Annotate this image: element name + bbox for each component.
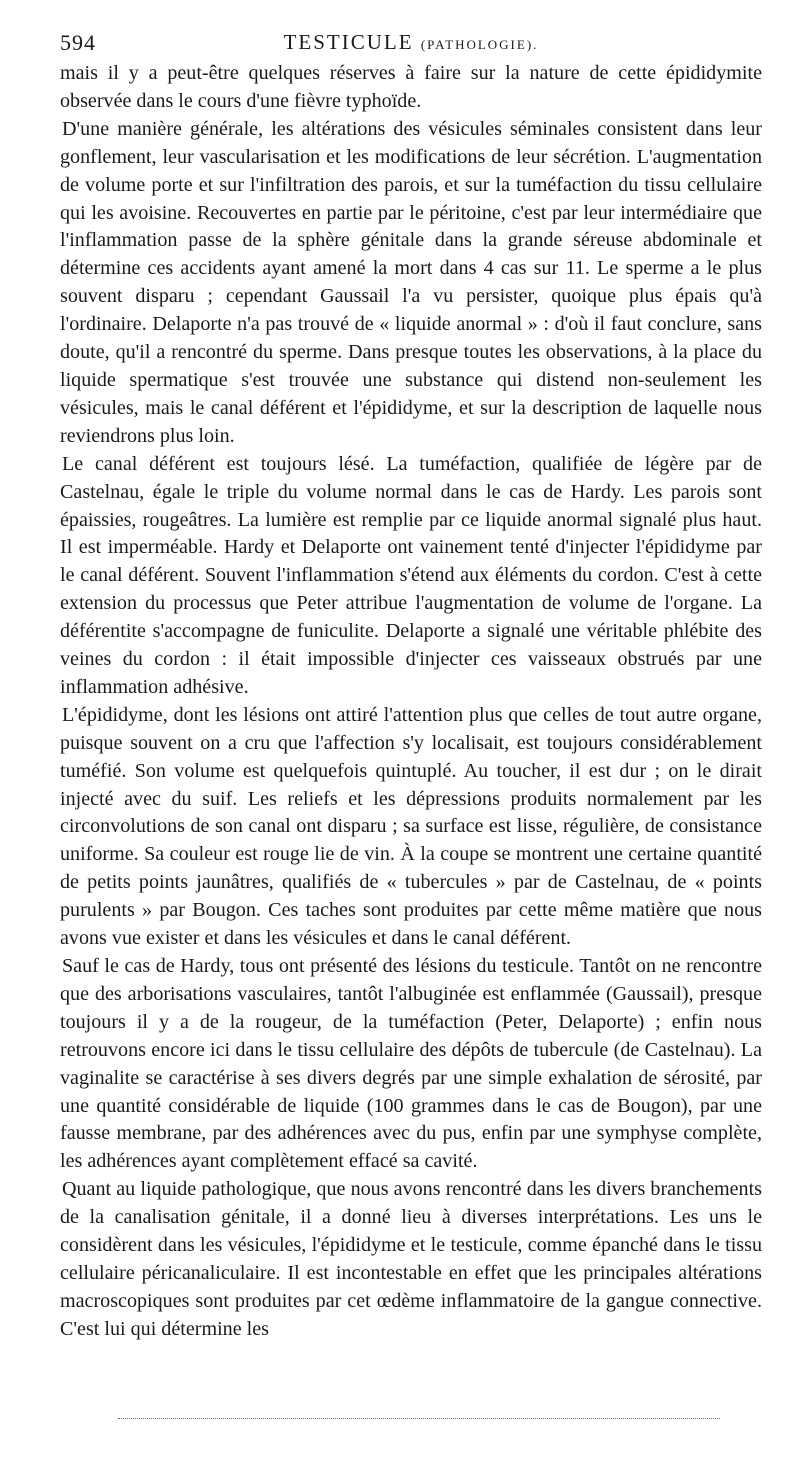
page-number: 594 <box>60 30 96 55</box>
paragraph: Le canal déférent est toujours lésé. La tuméfaction, qualifiée de légère par de Castelnau, égale le triple du volume normal dans le cas de Hardy. Les parois sont épaissies, rougeâtres. La lumière est remplie par ce liquide anormal signalé plus haut. Il est imperméable. Hardy et Delaporte ont vainement tenté d'injecter l'épididyme par le canal déférent. Souvent l'inflammation s'étend aux éléments du cordon. C'est à cette extension du processus que Peter attribue l'augmentation de volume de l'organe. La déférentite s'accompagne de funiculite. Delaporte a signalé une véritable phlébite des veines du cordon : il était impossible d'injecter ces vaisseaux obstrués par une inflammation adhésive. <box>60 452 762 698</box>
paragraph: Quant au liquide pathologique, que nous avons rencontré dans les divers branchements de la canalisation génitale, il a donné lieu à diverses interprétations. Les uns le considèrent dans les vésicules, l'épididyme et le testicule, comme épanché dans le tissu cellulaire péricanaliculaire. Il est incontestable en effet que les principales altérations macroscopiques sont produites par cet œdème inflammatoire de la gangue connective. C'est lui qui détermine les <box>60 1178 762 1340</box>
running-title <box>60 30 762 55</box>
footer-rule <box>118 1418 720 1421</box>
body-text <box>60 60 762 1344</box>
paragraph: D'une manière générale, les altérations des vésicules séminales consistent dans leur gonflement, leur vascularisation et les modifications de leur sécrétion. L'augmentation de volume porte et sur l'infiltration des parois, et sur la tuméfaction du tissu cellulaire qui les avoisine. Recouvertes en partie par le péritoine, c'est par leur intermédiaire que l'inflammation passe de la sphère génitale dans la grande séreuse abdominale et détermine ces accidents ayant amené la mort dans 4 cas sur 11. Le sperme a le plus souvent disparu ; cependant Gaussail l'a vu persister, quoique plus épais qu'à l'ordinaire. Delaporte n'a pas trouvé de « liquide anormal » : d'où il faut conclure, sans doute, qu'il a rencontré du sperme. Dans presque toutes les observations, à la place du liquide spermatique s'est trouvée une substance qui distend non-seulement les vésicules, mais le canal déférent et l'épididyme, et sur la description de laquelle nous reviendrons plus loin. <box>60 117 762 447</box>
running-title-main: TESTICULE <box>283 30 414 54</box>
paragraph: Sauf le cas de Hardy, tous ont présenté des lésions du testicule. Tantôt on ne rencontre que des arborisations vasculaires, tantôt l'albuginée est enflammée (Gaussail), presque toujours il y a de la rougeur, de la tuméfaction (Peter, Delaporte) ; enfin nous retrouvons encore ici dans le tissu cellulaire des dépôts de tubercule (de Castelnau). La vaginalite se caractérise à ses divers degrés par une simple exhalation de sérosité, par une quantité considérable de liquide (100 grammes dans le cas de Bougon), par une fausse membrane, par des adhérences avec du pus, enfin par une symphyse complète, les adhérences ayant complètement effacé sa cavité. <box>60 955 762 1173</box>
paragraph: L'épididyme, dont les lésions ont attiré l'attention plus que celles de tout autre organe, puisque souvent on a cru que l'affection s'y localisait, est toujours considérablement tuméfié. Son volume est quelquefois quintuplé. Au toucher, il est dur ; on le dirait injecté avec du suif. Les reliefs et les dépressions produits normalement par les circonvolutions de son canal ont disparu ; sa surface est lisse, régulière, de consistance uniforme. Sa couleur est rouge lie de vin. À la coupe se montrent une certaine quantité de petits points jaunâtres, qualifiés de « tubercules » par de Castelnau, de « points purulents » par Bougon. Ces taches sont produites par cette même matière que nous avons vue exister et dans les vésicules et dans le canal déférent. <box>60 703 762 950</box>
paragraph: mais il y a peut-être quelques réserves à faire sur la nature de cette épididymite observée dans le cours d'une fièvre typhoïde. <box>60 62 762 112</box>
running-title-subtitle: (PATHOLOGIE). <box>420 37 539 52</box>
running-header <box>60 30 762 56</box>
